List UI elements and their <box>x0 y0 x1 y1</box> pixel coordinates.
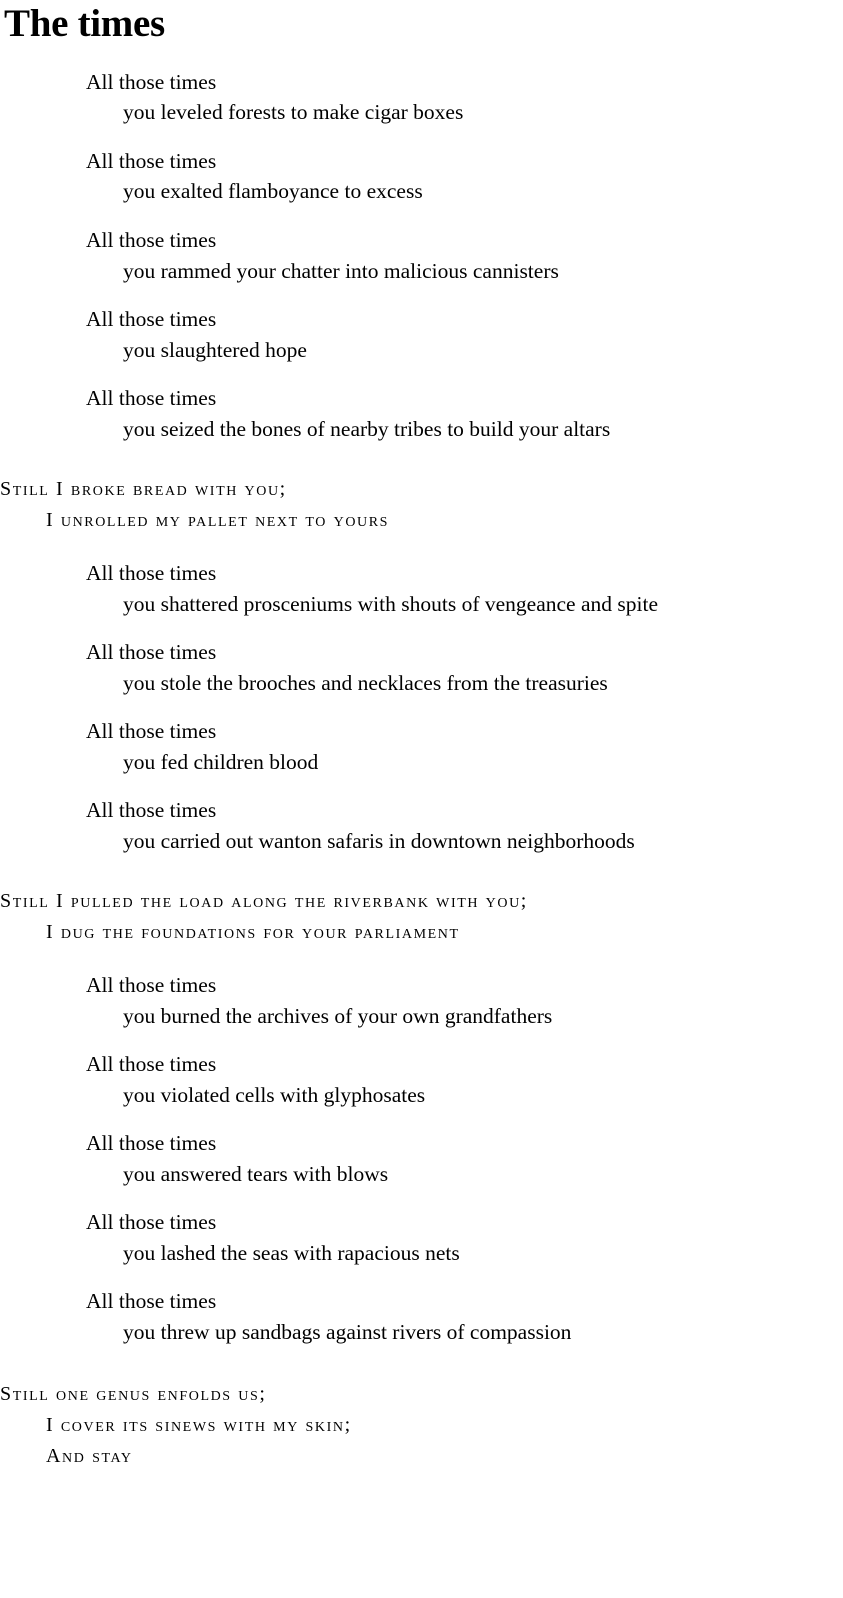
verse-line: All those times <box>86 719 217 744</box>
stanza <box>0 716 843 777</box>
verse-line: All those times <box>86 798 217 823</box>
verse-line: you slaughtered hope <box>123 337 307 362</box>
verse-line: you threw up sandbags against rivers of compassion <box>123 1319 572 1344</box>
refrain-line: I unrolled my pallet next to yours <box>46 509 390 532</box>
verse-line: All those times <box>86 1052 217 1077</box>
verse-line: you rammed your chatter into malicious cannisters <box>123 258 559 283</box>
verse-line: All those times <box>86 640 217 665</box>
stanza-group <box>0 558 843 856</box>
stanza <box>0 146 843 207</box>
verse-line: All those times <box>86 1289 217 1314</box>
verse-line: All those times <box>86 307 217 332</box>
stanza <box>0 1207 843 1268</box>
verse-line: you violated cells with glyphosates <box>123 1082 426 1107</box>
verse-line: All those times <box>86 561 217 586</box>
stanza <box>0 558 843 619</box>
refrain-line: Still one genus enfolds us; <box>0 1383 267 1406</box>
stanza <box>0 225 843 286</box>
stanza-group <box>0 970 843 1347</box>
verse-line: you shattered prosceniums with shouts of vengeance and spite <box>123 591 658 616</box>
refrain-block <box>0 886 843 948</box>
refrain-line: I cover its sinews with my skin; <box>46 1414 352 1437</box>
verse-line: you carried out wanton safaris in downtown neighborhoods <box>123 828 635 853</box>
verse-line: you answered tears with blows <box>123 1161 389 1186</box>
refrain-block <box>0 474 843 536</box>
verse-line: All those times <box>86 148 217 173</box>
stanza <box>0 304 843 365</box>
verse-line: All those times <box>86 973 217 998</box>
verse-line: you burned the archives of your own grandfathers <box>123 1003 553 1028</box>
stanza <box>0 1049 843 1110</box>
refrain-block <box>0 1379 843 1472</box>
stanza <box>0 67 843 128</box>
stanza <box>0 795 843 856</box>
page-title: The times <box>4 2 165 45</box>
verse-line: you exalted flamboyance to excess <box>123 179 423 204</box>
stanza <box>0 637 843 698</box>
verse-line: you fed children blood <box>123 749 319 774</box>
verse-line: you stole the brooches and necklaces from the treasuries <box>123 670 608 695</box>
refrain-line: And stay <box>46 1445 133 1468</box>
verse-line: you leveled forests to make cigar boxes <box>123 100 464 125</box>
verse-line: All those times <box>86 386 217 411</box>
stanza-group <box>0 67 843 444</box>
verse-line: All those times <box>86 1210 217 1235</box>
verse-line: you lashed the seas with rapacious nets <box>123 1240 460 1265</box>
refrain-line: Still I broke bread with you; <box>0 478 287 501</box>
verse-line: you seized the bones of nearby tribes to build your altars <box>123 416 611 441</box>
verse-line: All those times <box>86 69 217 94</box>
verse-line: All those times <box>86 228 217 252</box>
stanza <box>0 1128 843 1189</box>
stanza <box>0 970 843 1031</box>
stanza <box>0 383 843 444</box>
verse-line: All those times <box>86 1131 217 1156</box>
refrain-line: I dug the foundations for your parliament <box>46 921 460 944</box>
stanza <box>0 1286 843 1347</box>
poem-body <box>0 67 843 1472</box>
refrain-line: Still I pulled the load along the riverbank with you; <box>0 890 528 913</box>
